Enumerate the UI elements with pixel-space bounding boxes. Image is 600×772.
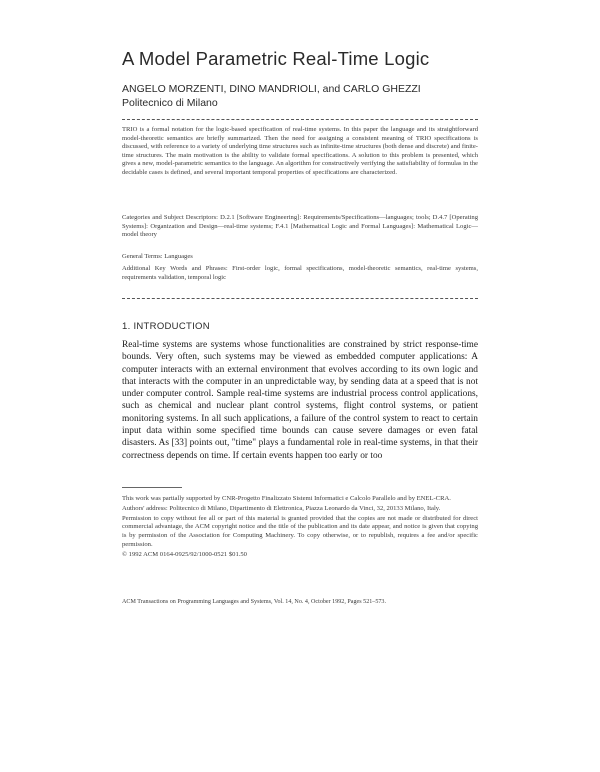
paper-title: A Model Parametric Real-Time Logic	[122, 48, 430, 69]
footnote-permission: Permission to copy without fee all or part of this material is granted provided that the copies are not made or distributed for direct commercial advantage, the ACM copyright notice and the title of the publication and its date appear, and notice is given that copying is by permission of the Association for Computing Machinery. To copy otherwise, or to republish, requires a fee and/or specific permission.	[122, 514, 478, 548]
footnote-support: This work was partially supported by CNR-Progetto Finalizzato Sistemi Informatici e Calcolo Parallelo and by ENEL-CRA.	[122, 495, 451, 502]
footnotes	[122, 495, 478, 561]
footnote-divider	[122, 487, 182, 488]
section-heading: 1. INTRODUCTION	[122, 321, 210, 332]
intro-paragraph	[122, 339, 478, 462]
general-terms: General Terms: Languages	[122, 253, 193, 260]
subject-descriptors: Categories and Subject Descriptors: D.2.1 [Software Engineering]: Requirements/Specifications—languages; tools; D.4.7 [Operating Systems]: Organization and Design—real-time systems; F.4.1 [Mathematical Logic and Formal Languages]: Mathematical Logic—model theory	[122, 214, 478, 239]
top-divider	[122, 119, 478, 120]
footnote-copyright: © 1992 ACM 0164-0925/92/1000-0521 $01.50	[122, 550, 247, 558]
abstract	[122, 126, 478, 178]
abstract-text: TRIO is a formal notation for the logic-based specification of real-time systems. In this paper the language and its straightforward model-theoretic semantics are briefly summarized. Then the need for assigning a consistent meaning of TRIO specifications is discussed, with reference to a variety of underlying time structures such as infinite-time structures (both dense and discrete) and finite-time structures. The main motivation is the ability to validate formal specifications. A solution to this problem is presented, which gives a new, model-parametric semantics to the language. An algorithm for constructively verifying the satisfiability of formulas in the decidable cases is defined, and several important temporal properties of specifications are characterized.	[122, 126, 478, 176]
keywords: Additional Key Words and Phrases: First-order logic, formal specifications, model-theoretic semantics, real-time systems, requirements validation, temporal logic	[122, 265, 478, 281]
bottom-divider	[122, 298, 478, 299]
paper-authors: ANGELO MORZENTI, DINO MANDRIOLI, and CARLO GHEZZI	[122, 83, 421, 95]
journal-line: ACM Transactions on Programming Languages and Systems, Vol. 14, No. 4, October 1992, Pages 521–573.	[122, 599, 386, 605]
intro-text: Real-time systems are systems whose functionalities are constrained by strict response-time bounds. Very often, such systems may be viewed as embedded computer applications: A computer interacts with an external environment that evolves according to its own logic and that interacts with the computer in an unpredictable way, by sending data at a speed that is not under computer control. Sample real-time systems are industrial process control applications, such as chemical and nuclear plant control systems, flight control systems, or patient monitoring systems. In all such applications, a failure of the control system to react to certain input data within some specified time bounds can cause severe damages or even fatal disasters. As [33] points out, "time" plays a fundamental role in real-time systems, in that their correctness depends on time. If certain events happen too early or too	[122, 340, 478, 461]
paper-affiliation: Politecnico di Milano	[122, 97, 218, 109]
footnote-address: Authors' address: Politecnico di Milano, Dipartimento di Elettronica, Piazza Leonardo da Vinci, 32, 20133 Milano, Italy.	[122, 504, 441, 512]
